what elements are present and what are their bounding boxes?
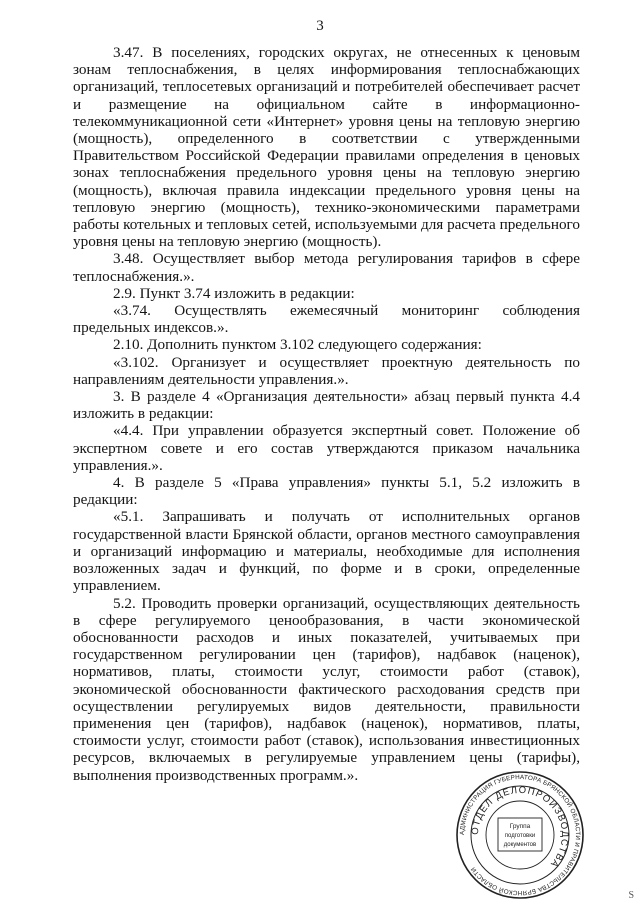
stamp-outer-text: АДМИНИСТРАЦИЯ ГУБЕРНАТОРА БРЯНСКОЙ ОБЛАСТИ И ПРАВИТЕЛЬСТВА БРЯНСКОЙ ОБЛАСТИ	[458, 773, 582, 897]
paragraph-5-1: «5.1. Запрашивать и получать от исполнительных органов государственной власти Брянской области, органов местного самоуправления и организаций информацию и материалы, необходимые для исполнения возложенных задач и функций, по форме и в сроки, определенные управлением.	[73, 508, 580, 595]
paragraph-4: 4. В разделе 5 «Права управления» пункты 5.1, 5.2 изложить в редакции:	[73, 474, 580, 509]
corner-mark: Ѕ	[628, 890, 634, 901]
paragraph-3-47: 3.47. В поселениях, городских округах, не отнесенных к ценовым зонам теплоснабжения, в целях информирования теплоснабжающих организаций, теплосетевых организаций и потребителей обеспечивает расчет и размещение на официальном сайте в информационно-телекоммуникационной сети «Интернет» уровня цены на тепловую энергию (мощность), определенного в соответствии с утвержденными Правительством Российской Федерации правилами определения в ценовых зонах теплоснабжения предельного уровня цены на тепловую энергию (мощность), включая правила индексации предельного уровня цены на тепловую энергию (мощность), технико-экономическими параметрами работы котельных и тепловых сетей, используемыми для расчета предельного уровня цены на тепловую энергию (мощность).	[73, 44, 580, 251]
paragraph-5-2: 5.2. Проводить проверки организаций, осуществляющих деятельность в сфере регулируемого ценообразования, в части экономической обоснованности расходов и иных показателей, учитываемых при государственном регулировании цен (тарифов), надбавок (наценок), нормативов, платы, стоимости услуг, стоимости работ (ставок), экономической обоснованности фактического расходования средств при осуществлении регулируемых видов деятельности, правильности применения цен (тарифов), надбавок (наценок), нормативов, платы, стоимости услуг, стоимости работ (ставок), использования инвестиционных ресурсов, включаемых в регулируемые управлением цены (тарифы), выполнения производственных программ.».	[73, 594, 580, 784]
paragraph-3: 3. В разделе 4 «Организация деятельности» абзац первый пункта 4.4 изложить в редакции:	[73, 388, 580, 423]
paragraph-2-9: 2.9. Пункт 3.74 изложить в редакции:	[113, 284, 355, 302]
document-body	[73, 44, 580, 784]
stamp-inner-text: ОТДЕЛ ДЕЛОПРОИЗВОДСТВА	[469, 784, 571, 870]
paragraph-3-74: «3.74. Осуществлять ежемесячный мониторинг соблюдения предельных индексов.».	[73, 302, 580, 337]
stamp-center-line1: Группа	[509, 823, 531, 830]
paragraph-3-48: 3.48. Осуществляет выбор метода регулирования тарифов в сфере теплоснабжения.».	[73, 250, 580, 285]
paragraph-4-4: «4.4. При управлении образуется экспертный совет. Положение об экспертном совете и его состав утверждаются приказом начальника управления.».	[73, 422, 580, 474]
stamp-center-line2: подготовки	[504, 833, 536, 839]
paragraph-3-102: «3.102. Организует и осуществляет проектную деятельность по направлениям деятельности управления.».	[73, 353, 580, 388]
stamp-center-line3: документов	[503, 842, 537, 848]
office-stamp	[455, 770, 585, 900]
paragraph-2-10: 2.10. Дополнить пунктом 3.102 следующего содержания:	[113, 336, 482, 354]
page-number: 3	[316, 18, 324, 34]
